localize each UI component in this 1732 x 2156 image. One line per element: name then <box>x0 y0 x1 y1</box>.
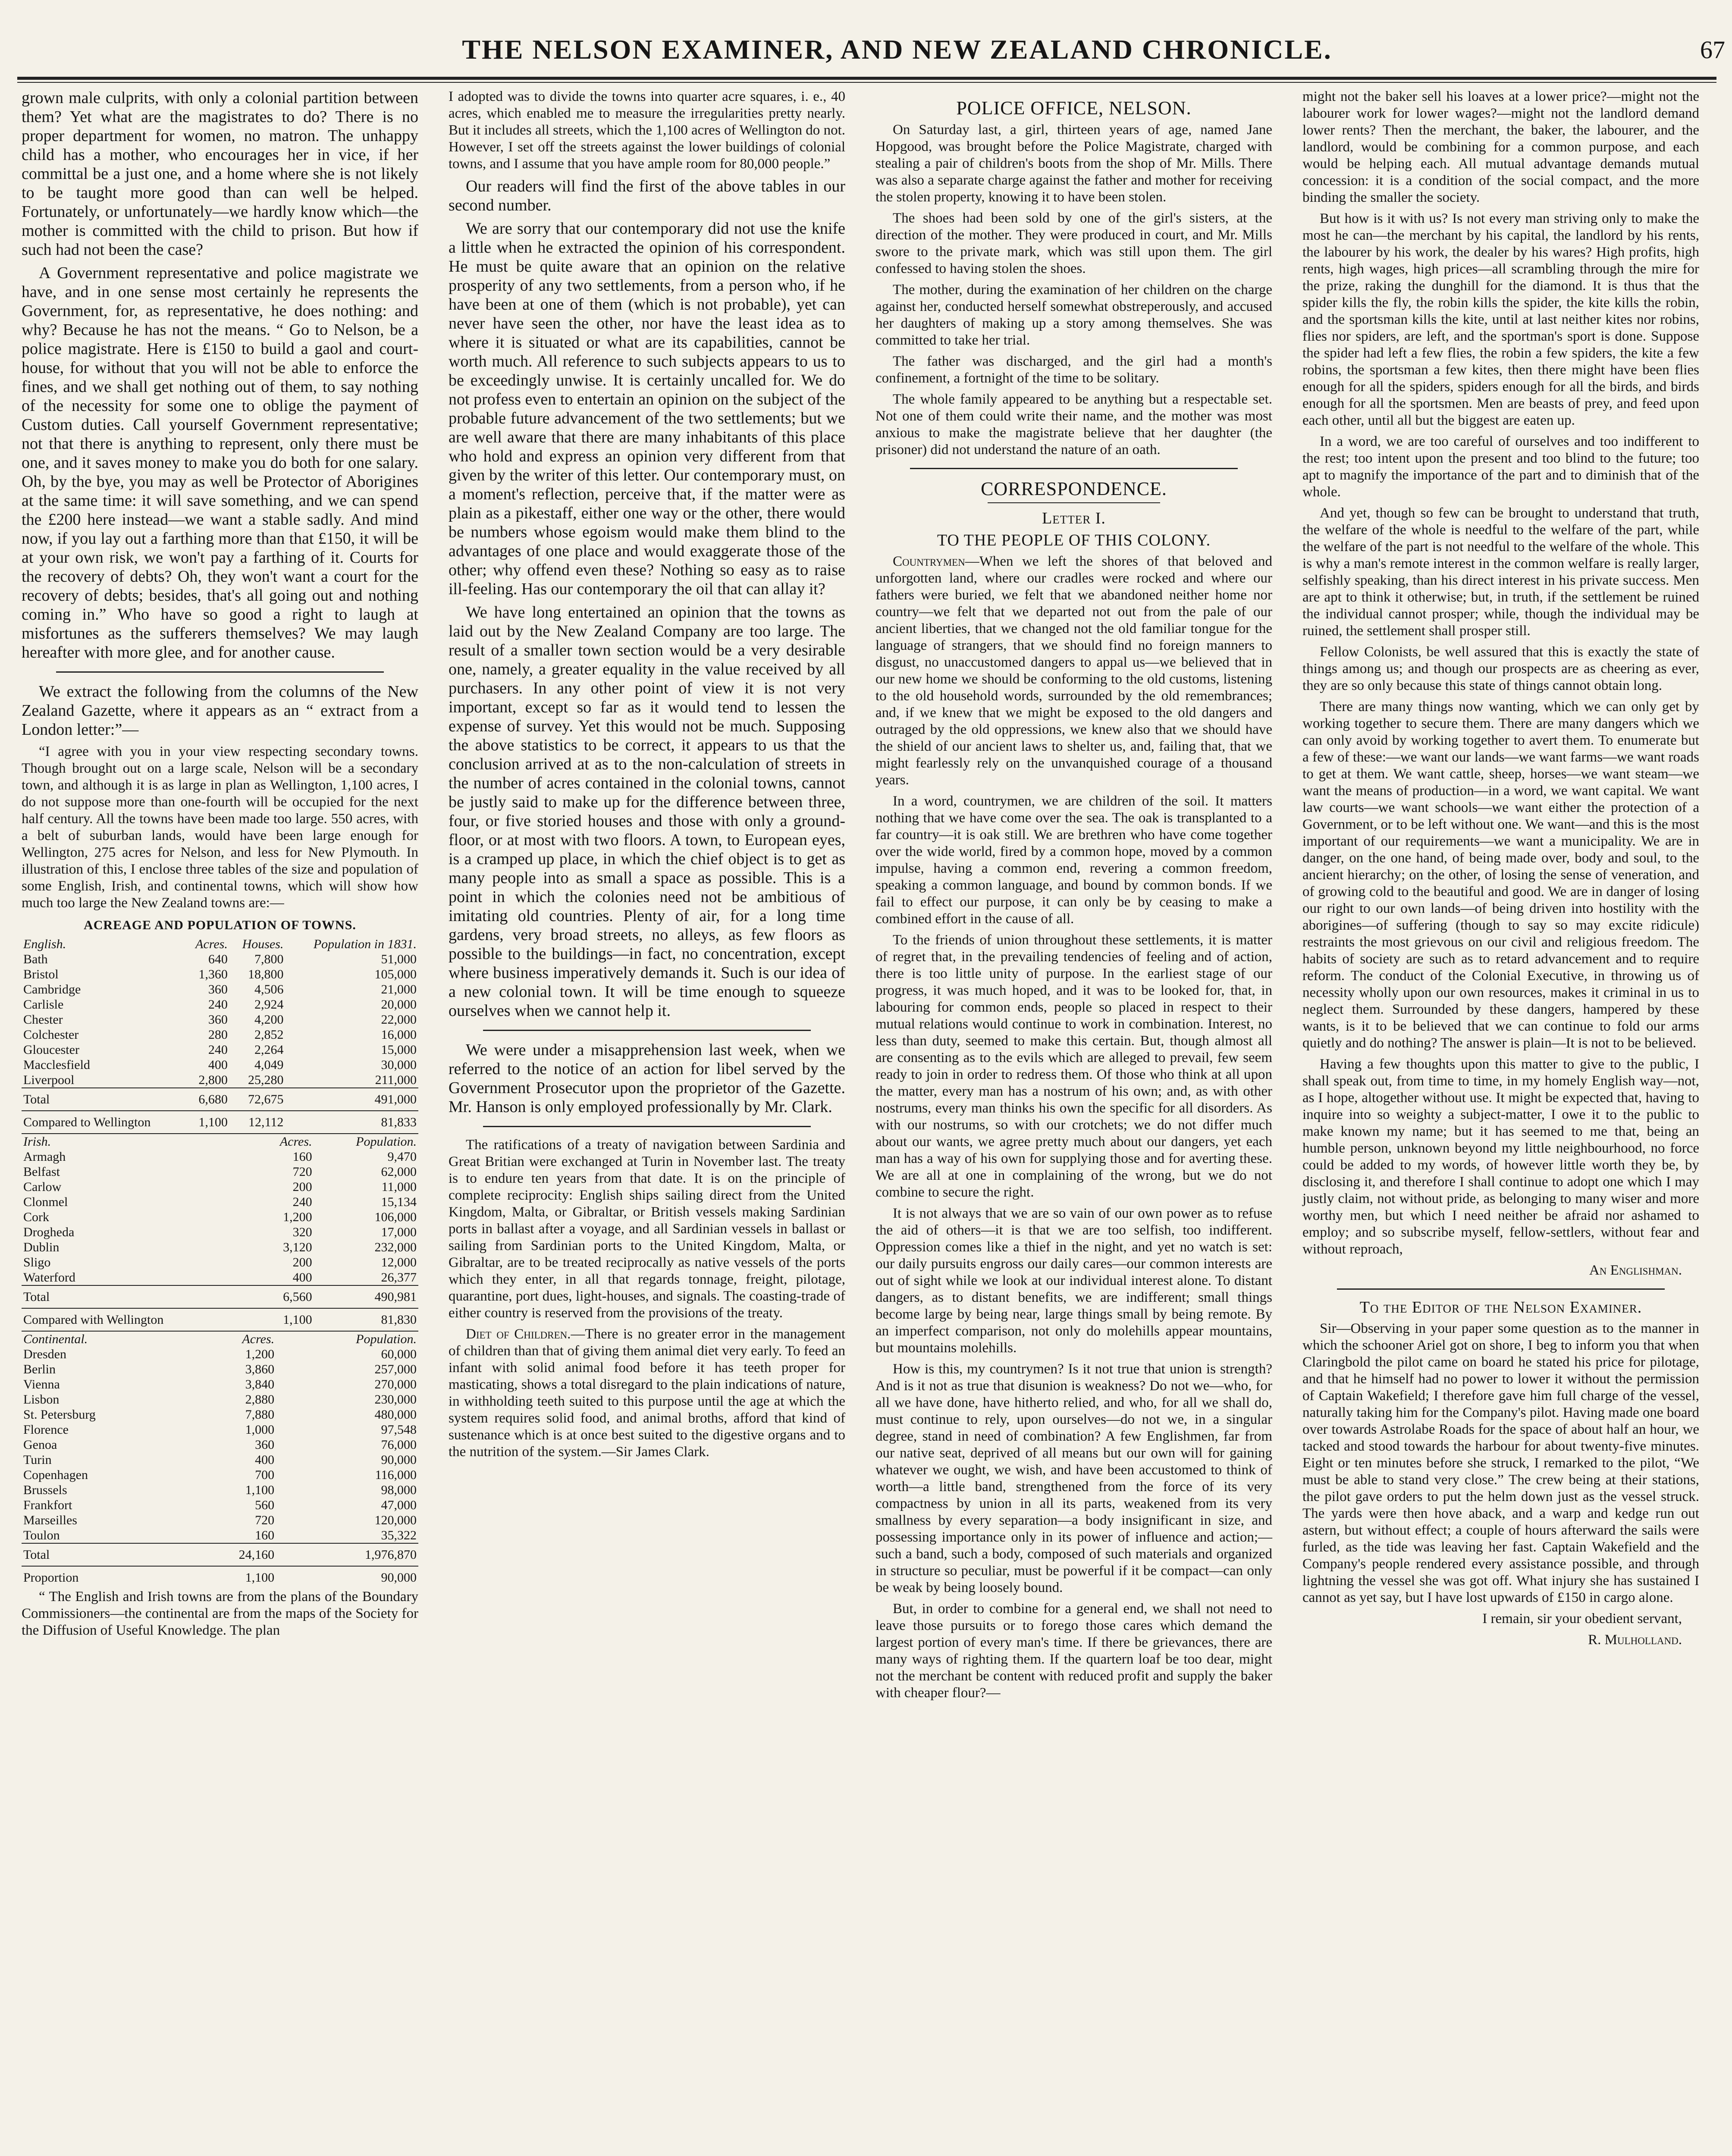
table-cell: Marseilles <box>23 1513 77 1527</box>
section-divider <box>56 671 384 673</box>
table-cell: 22,000 <box>381 1012 417 1027</box>
table-cell: 1,100 <box>283 1313 312 1327</box>
table-cell: 230,000 <box>374 1392 417 1407</box>
table-row <box>22 1179 418 1194</box>
article-paragraph: We have long entertained an opinion that the towns as laid out by the New Zealand Company are too large. The result of a smaller town section would be a very desirable one, namely, a greater equality in the value received by all purchasers. In any other point of view it is not very important, except so far as it would tend to lessen the expense of survey. Yet this would not be much. Supposing the above statistics to be correct, it appears to us that the conclusion arrived at as to the non-calculation of streets in the number of acres contained in the colonial towns, cannot be justly said to make up for the difference between three, four, or five storied houses and those with only a ground-floor, or at most with two floors. A town, to European eyes, is a cramped up place, in which the chief object is to get as many people into as small a space as possible. This is a point in which the colonies need not be ambitious of imitating old countries. Plenty of air, for a long time gardens, very broad streets, no alleys, as few floors as possible to the buildings—in fact, no concentration, except where business imperatively demands it. Such is our idea of a new colonial town. It will be time enough to squeeze ourselves when we cannot help it. <box>449 603 845 1020</box>
table-cell: 160 <box>255 1528 275 1542</box>
extract-paragraph: “I agree with you in your view respecting secondary towns. Though brought out on a large scale, Nelson will be a secondary town, and although it is as large in plan as Wellington, 1,100 acres, I do not suppose more than one-fourth will be occupied for the next half century. All the towns have been made too large. 550 acres, with a belt of suburban lands, would have been large enough for Wellington, 275 acres for Nelson, and less for New Plymouth. In illustration of this, I enclose three tables of the size and population of some English, Irish, and continental towns, which will show how much too large the New Zealand towns are:— <box>22 744 418 911</box>
table-row <box>22 1467 418 1482</box>
table-cell: 35,322 <box>381 1528 417 1542</box>
article-paragraph: In a word, countrymen, we are children of the soil. It matters nothing that we have come over the sea. The oak is transplanted to a far country—it is oak still. We are brethren who have come together over the wide world, fired by a common hope, moved by a common impulse, having a common end, revering a common freedom, speaking a common language, and bound by common bonds. If we fail to effect our purpose, it can only be by ceasing to make a combined effort in the cause of all. <box>875 793 1272 927</box>
article-paragraph: Fellow Colonists, be well assured that this is exactly the state of things among us; and though our prospects are as cheering as ever, they are so only because this state of things cannot obtain long. <box>1302 644 1699 693</box>
table-cell: 47,000 <box>381 1498 417 1512</box>
letter-heading: To the Editor of the Nelson Examiner. <box>1359 1298 1642 1316</box>
table-cell: Gloucester <box>23 1043 79 1057</box>
table-cell: 1,200 <box>283 1210 312 1224</box>
news-paragraph <box>449 1326 845 1460</box>
table-row <box>22 1042 418 1057</box>
table-compared-row <box>22 1111 418 1133</box>
table-cell: Belfast <box>23 1165 60 1179</box>
article-paragraph: The father was discharged, and the girl had a month's confinement, a fortnight of the time to be solitary. <box>875 354 1272 386</box>
signature: R. Mulholland. <box>1588 1632 1682 1648</box>
table-cell: Sligo <box>23 1255 51 1269</box>
table-cell: Macclesfield <box>23 1058 90 1072</box>
section-heading: CORRESPONDENCE. <box>981 478 1167 499</box>
table-cell: 97,548 <box>381 1423 417 1437</box>
table-cell: 12,112 <box>248 1115 284 1129</box>
table-cell: Clonmel <box>23 1195 68 1209</box>
table-cell: Chester <box>23 1012 63 1027</box>
table-row <box>22 1362 418 1377</box>
table-cell: 4,506 <box>254 982 284 997</box>
table-row <box>22 1377 418 1392</box>
table-cell: Total <box>23 1092 50 1106</box>
table-cell: Armagh <box>23 1150 66 1164</box>
article-paragraph: To the friends of union throughout these settlements, it is matter of regret that, in the prevailing tendencies of feeling and of action, there is too little unity of purpose. In the earliest stage of our progress, it was much hoped, and it was to be looked for, that, in labouring for common ends, people so placed in respect to their mutual relations would continue to work in combination. Interest, no less than duty, seemed to make this certain. But, though almost all are consenting as to the evils which are alleged to prevail, few seem ready to join in order to redress them. Of those who think at all upon the matter, every man has a nostrum of his own; and, as with other nostrums, every man thinks his own the specific for all disorders. As with our nostrums, so with our crotchets; we do not differ much about our wants, we agree pretty much about our dangers, yet each man has a way of his own for supplying those and for averting these. We are all at one in complaining of the wrong, but we do not combine to secure the right. <box>875 932 1272 1200</box>
table-cell: Compared with Wellington <box>23 1313 164 1327</box>
table-cell: Cork <box>23 1210 49 1224</box>
article-paragraph: We extract the following from the columns of the New Zealand Gazette, where it appears as an “ extract from a London letter:”— <box>22 683 418 739</box>
table-row <box>22 1422 418 1437</box>
table-cell: St. Petersburg <box>23 1407 96 1422</box>
table-row <box>22 1164 418 1179</box>
irish-towns-table <box>22 1133 418 1331</box>
table-cell: 105,000 <box>374 967 417 981</box>
table-row <box>22 1513 418 1528</box>
table-cell: Frankfort <box>23 1498 72 1512</box>
table-cell: 106,000 <box>374 1210 417 1224</box>
table-cell: 700 <box>255 1468 275 1482</box>
table-cell: 1,200 <box>245 1347 275 1361</box>
article-paragraph: How is this, my countrymen? Is it not true that union is strength? And is it not as true that disunion is weakness? Do not we—who, for all we have done, have hitherto relied, and who, for all we shall do, must continue to rely, upon ourselves—do not we, in a singular degree, stand in need of combination? A few Englishmen, far from our native seat, deprived of all means but our own will for gaining whatever we ought, we wish, and have been accustomed to think of worth—a little band, strengthened from the force of its very compactness by union in all its parts, weakened from its very smallness by every separation—a body insignificant in size, and possessing importance only in its power of influence and action;—such a band, such a body, composed of such materials and organized in structure so peculiar, must be powerful if it be compact—can only be weak by being loosely bound. <box>875 1361 1272 1595</box>
table-cell: Bath <box>23 952 48 966</box>
table-cell: 72,675 <box>248 1092 284 1106</box>
table-cell: 76,000 <box>381 1438 417 1452</box>
table-cell: 720 <box>255 1513 275 1527</box>
table-cell: 21,000 <box>381 982 417 997</box>
table-row <box>22 1149 418 1164</box>
column-4 <box>1302 88 1699 1648</box>
table-cell: 81,830 <box>381 1313 417 1327</box>
table-row <box>22 1225 418 1240</box>
article-paragraph: We were under a misapprehension last week, when we referred to the notice of an action for libel served by the Government Prosecutor upon the proprietor of the Gazette. Mr. Hanson is only employed professionally by Mr. Clark. <box>449 1041 845 1116</box>
section-divider <box>988 502 1160 503</box>
table-cell: 2,264 <box>254 1043 284 1057</box>
table-cell: 211,000 <box>375 1073 417 1087</box>
table-cell: 1,100 <box>245 1483 275 1497</box>
article-paragraph: might not the baker sell his loaves at a lower price?—might not the labourer work for lower wages?—might not the landlord demand lower rents? Then the merchant, the baker, the labourer, and the landlord, would be combining for a common purpose, and each would be helping each. All mutual advantage demands mutual concession: it is a condition of the social compact, and the more binding the smaller the society. <box>1302 89 1699 205</box>
table-cell: Florence <box>23 1423 69 1437</box>
table-cell: 320 <box>292 1225 312 1239</box>
table-cell: Cambridge <box>23 982 81 997</box>
table-cell: Copenhagen <box>23 1468 88 1482</box>
table-cell: 2,852 <box>254 1028 284 1042</box>
table-cell: Waterford <box>23 1270 75 1285</box>
table-row <box>22 1452 418 1467</box>
paragraph-lead: Diet of Children. <box>466 1326 571 1342</box>
table-cell: 1,000 <box>245 1423 275 1437</box>
table-cell: 360 <box>208 1012 228 1027</box>
table-cell: Vienna <box>23 1377 60 1391</box>
table-cell: Drogheda <box>23 1225 75 1239</box>
table-cell: 200 <box>292 1180 312 1194</box>
table-cell: 15,000 <box>381 1043 417 1057</box>
table-cell: Genoa <box>23 1438 57 1452</box>
table-header: Population. <box>356 1332 417 1346</box>
column-2 <box>449 88 845 1465</box>
table-cell: 90,000 <box>381 1570 417 1585</box>
table-cell: 160 <box>292 1150 312 1164</box>
table-cell: 6,680 <box>198 1092 228 1106</box>
table-cell: 257,000 <box>374 1362 417 1376</box>
table-cell: 30,000 <box>381 1058 417 1072</box>
table-row <box>22 997 418 1012</box>
table-cell: 15,134 <box>381 1195 417 1209</box>
article-paragraph: Sir—Observing in your paper some question as to the manner in which the schooner Ariel got on shore, I beg to inform you that when Claringbold the pilot came on board he stated his price for pilotage, and that he himself had no power to lower it without the permission of Captain Wakefield; I therefore gave him full charge of the vessel, naturally taking him for the Company's pilot. Having made one board over towards Astrolabe Roads for the space of about half an hour, we tacked and stood towards the harbour for about twenty-five minutes. Eight or ten minutes before she struck, I remarked to the pilot, “We must be able to stand very close.” The crew being at their stations, the pilot gave orders to put the helm down just as the vessel struck. The yards were then hove aback, and a warp and kedge run out astern, but without effect; a couple of hours afterward the sails were furled, as the tide was leaving her fast. Captain Wakefield and the Company's people rendered every assistance possible, and through lightning the vessel she was got off. What injury she has sustained I cannot as yet say, but I have lost upwards of £150 in cargo alone. <box>1302 1321 1699 1605</box>
table-cell: 7,800 <box>254 952 284 966</box>
article-paragraph: There are many things now wanting, which we can only get by working together to secure them. There are many dangers which we can only avoid by working together to avert them. To enumerate but a few of these:—we want our lands—we want farms—we want roads to get at them. We want cattle, sheep, horses—we want steam—we want the means of production—in a word, we want capital. We want law courts—we want schools—we want either the protection of a Government, or to be left without one. We want—and this is the most important of our requirements—we want a municipality. We are in danger, on the one hand, of being made over, body and soul, to the ancient hierarchy; on the other, of losing the sense of veneration, and of growing cold to the beautiful and good. We are in danger of losing our right to our own lands—of being driven into hostility with the aborigines—of suffering (though to say so may excite ridicule) restraints the most grievous on our civil and religious freedom. The habits of society are such as to retard advancement and to require reform. The conduct of the Colonial Executive, in throwing us of necessity wholly upon our own resources, makes it criminal in us to neglect them. Surrounded by these dangers, hampered by these wants, is it to be believed that we can continue to fold our arms quietly and do nothing? The answer is plain—It is not to be believed. <box>1302 699 1699 1051</box>
table-cell: 25,280 <box>248 1073 284 1087</box>
article-paragraph: The shoes had been sold by one of the girl's sisters, at the direction of the mother. They were produced in court, and Mr. Mills swore to the private mark, which was still upon them. The girl confessed to having stolen the shoes. <box>875 210 1272 276</box>
table-row <box>22 1027 418 1042</box>
table-header: English. <box>23 937 66 951</box>
table-cell: 9,470 <box>387 1150 417 1164</box>
table-cell: Dresden <box>23 1347 66 1361</box>
continental-towns-table <box>22 1331 418 1589</box>
table-cell: 51,000 <box>381 952 417 966</box>
table-cell: Turin <box>23 1453 52 1467</box>
table-cell: 400 <box>292 1270 312 1285</box>
column-1 <box>22 88 418 1643</box>
table-row <box>22 1240 418 1255</box>
table-header: Houses. <box>242 937 284 951</box>
table-cell: 280 <box>208 1028 228 1042</box>
news-paragraph: The ratifications of a treaty of navigation between Sardinia and Great Britian were exchanged at Turin in November last. The treaty is to endure ten years from that date. It is on the principle of complete reciprocity: English ships sailing direct from the United Kingdom, Malta, or Gibraltar, or British vessels making Sardinian ports in ballast after a voyage, and all Sardinian vessels in ballast or sailing from Sardinian ports to the United Kingdom, Malta, or Gibraltar, are to be treated reciprocally as native vessels of the ports which they enter, in all that regards tonnage, freight, pilotage, quarantine, port dues, light-houses, and signals. The coasting-trade of either country is reserved from the provisions of the treaty. <box>449 1137 845 1321</box>
article-paragraph: Having a few thoughts upon this matter to give to the public, I shall speak out, from time to time, in my homely English way—not, as I hope, altogether without use. It might be expected that, having to inquire into so weighty a subject-matter, I owe it to the public to make known my name; but it has seemed to me that, being an humble person, unknown beyond my little neighbourhood, no force could be added to my words, of however little worth they be, by disclosing it, and therefore I shall continue to adopt one which I may justly claim, not without pride, as belonging to many wiser and more worthy men, but which I need neither be afraid nor ashamed to employ; and so subscribe myself, fellow-settlers, without fear and without reproach, <box>1302 1056 1699 1257</box>
table-cell: 62,000 <box>381 1165 417 1179</box>
paragraph-text: —There is no greater error in the management of children than that of giving them animal diet very early. To feed an infant with solid animal food before it has teeth proper for masticating, shows a total disregard to the plain indications of nature, in withholding teeth suited to this purpose until the age at which the system requires solid food, and animal broths, afford that kind of sustenance which is at once best suited to the digestive organs and to the nutrition of the system.—Sir James Clark. <box>449 1326 845 1460</box>
table-cell: 360 <box>255 1438 275 1452</box>
table-cell: Liverpool <box>23 1073 75 1087</box>
table-cell: 7,880 <box>245 1407 275 1422</box>
table-cell: 491,000 <box>374 1092 417 1106</box>
letter-number: Letter I. <box>1042 509 1106 527</box>
table-compared-row <box>22 1308 418 1331</box>
letter-heading: TO THE PEOPLE OF THIS COLONY. <box>937 531 1211 549</box>
table-row <box>22 1437 418 1452</box>
table-cell: 720 <box>292 1165 312 1179</box>
signature: An Englishman. <box>1589 1263 1682 1278</box>
paragraph-text: —When we left the shores of that beloved and unforgotten land, where our cradles were rocked and where our fathers were buried, we felt that we abandoned neither home nor country—we felt that we departed not out from the pale of our ancient liberties, that we changed not the old familiar tongue for the language of strangers, that we should find no foreign manners to disgust, no unaccustomed dangers to appal us—we believed that in our new home we should be conforming to the old customs, listening to the old household words, surrounded by the old remembrances; and, if we knew that we might be exposed to the old dangers and outraged by the old oppressions, we knew also that we should have the shield of our ancient laws to shelter us, and, failing that, that we might fearlessly rely on the unvanquished courage of a thousand years. <box>875 554 1272 788</box>
table-cell: 4,200 <box>254 1012 284 1027</box>
section-divider <box>910 468 1238 469</box>
table-cell: Toulon <box>23 1528 60 1542</box>
table-cell: 3,860 <box>245 1362 275 1376</box>
table-header: Acres. <box>279 1134 312 1149</box>
table-cell: 360 <box>208 982 228 997</box>
table-cell: 2,800 <box>198 1073 228 1087</box>
table-cell: 2,924 <box>254 997 284 1012</box>
article-paragraph: But how is it with us? Is not every man striving only to make the most he can—the merchant by his capital, the landlord by his rents, the labourer by his work, the dealer by his wares? High profits, high rents, high wages, high prices—all scrambling through the mire for the prize, raking the dunghill for the diamond. It is thus that the spider kills the fly, the robin kills the spider, the kite kills the robin, and the sportsman kills the kite, until at last neither kites nor robins, flies nor spiders, are left, and the sportman's sport is done. Suppose the spider had left a few flies, the robin a few spiders, the kite a few robins, the sportsman a few kites, then there might have been flies enough for all the spiders, spiders enough for all the birds, and birds enough for all the sportsmen. Men are beasts of prey, and feed upon each other, until all but the biggest are eaten up. <box>1302 211 1699 428</box>
page-number: 67 <box>1700 36 1725 64</box>
table-header: Acres. <box>195 937 228 951</box>
article-paragraph <box>875 553 1272 789</box>
table-cell: 400 <box>208 1058 228 1072</box>
table-cell: 24,160 <box>238 1548 275 1562</box>
section-divider <box>483 1030 811 1031</box>
table-cell: 240 <box>292 1195 312 1209</box>
table-cell: 98,000 <box>381 1483 417 1497</box>
table-total-row <box>22 1543 418 1566</box>
table-cell: 11,000 <box>381 1180 417 1194</box>
section-divider <box>483 1126 811 1127</box>
table-cell: 1,976,870 <box>365 1548 417 1562</box>
table-cell: 6,560 <box>283 1290 312 1304</box>
table-cell: 17,000 <box>381 1225 417 1239</box>
table-cell: Brussels <box>23 1483 67 1497</box>
table-proportion-row <box>22 1566 418 1589</box>
table-row <box>22 1255 418 1270</box>
article-paragraph: Our readers will find the first of the above tables in our second number. <box>449 177 845 214</box>
english-towns-table <box>22 937 418 1133</box>
table-cell: 400 <box>255 1453 275 1467</box>
table-cell: 1,100 <box>198 1115 228 1129</box>
article-paragraph: It is not always that we are so vain of our own power as to refuse the aid of others—it is that we are too selfish, too indifferent. Oppression comes like a thief in the night, and yet no watch is set: our daily pursuits engross our daily cares—our common interests are out of sight while we look at our individual interest alone. To distant dangers, as to distant benefits, we are indifferent; small things become large by being near, large things small by being remote. By an imperfect comparison, not only do molehills appear mountains, but mountains molehills. <box>875 1206 1272 1356</box>
table-header: Population. <box>356 1134 417 1149</box>
table-row <box>22 1392 418 1407</box>
table-row <box>22 1210 418 1225</box>
table-cell: 480,000 <box>374 1407 417 1422</box>
table-cell: 490,981 <box>374 1290 417 1304</box>
table-cell: 81,833 <box>381 1115 417 1129</box>
article-paragraph: The whole family appeared to be anything but a respectable set. Not one of them could write their name, and the mother was most anxious to make the magistrate believe that her daughter (the prisoner) did not understand the nature of an oath. <box>875 392 1272 458</box>
article-paragraph: And yet, though so few can be brought to understand that truth, the welfare of the whole is needful to the welfare of the part, while the welfare of the part is not needful to the welfare of the whole. This is why a man's remote interest in the common welfare is really larger, selfishly speaking, than his direct interest in his private success. Men are apt to think it otherwise; but, in truth, if the settlement be ruined the individual cannot prosper; while, though the individual may be ruined, the settlement shall prosper still. <box>1302 505 1699 639</box>
table-total-row <box>22 1285 418 1308</box>
table-cell: Carlisle <box>23 997 64 1012</box>
section-divider <box>1337 1288 1665 1290</box>
table-header: Population in 1831. <box>313 937 417 951</box>
table-cell: 60,000 <box>381 1347 417 1361</box>
closing-line: I remain, sir your obedient servant, <box>1482 1611 1682 1626</box>
table-header: Acres. <box>242 1332 275 1346</box>
table-row <box>22 1347 418 1362</box>
table-cell: 18,800 <box>248 967 284 981</box>
table-cell: Colchester <box>23 1028 79 1042</box>
table-header: Continental. <box>23 1332 88 1346</box>
table-cell: Dublin <box>23 1240 60 1254</box>
table-row <box>22 1012 418 1027</box>
table-row <box>22 1407 418 1422</box>
table-cell: 116,000 <box>375 1468 417 1482</box>
table-cell: 200 <box>292 1255 312 1269</box>
article-paragraph: But, in order to combine for a general end, we shall not need to leave those pursuits or to forego those cares which demand the largest portion of every man's time. If there be grievances, there are many ways of righting them. If the quartern loaf be too dear, might not the merchant be content with reduced profit and supply the baker with cheaper flour?— <box>875 1601 1272 1701</box>
table-cell: 232,000 <box>374 1240 417 1254</box>
table-row <box>22 1072 418 1088</box>
table-cell: 240 <box>208 997 228 1012</box>
table-cell: 3,120 <box>283 1240 312 1254</box>
table-title: ACREAGE AND POPULATION OF TOWNS. <box>84 918 356 932</box>
table-cell: 270,000 <box>374 1377 417 1391</box>
table-cell: 240 <box>208 1043 228 1057</box>
table-cell: 120,000 <box>374 1513 417 1527</box>
table-row <box>22 1057 418 1072</box>
table-cell: Bristol <box>23 967 59 981</box>
table-cell: 16,000 <box>381 1028 417 1042</box>
table-row <box>22 982 418 997</box>
extract-paragraph: I adopted was to divide the towns into quarter acre squares, i. e., 40 acres, which enabled me to measure the irregularities pretty nearly. But it includes all streets, which the 1,100 acres of Wellington do not. However, I set off the streets against the lower buildings of colonial towns, and I assume that you have ample room for 80,000 people.” <box>449 89 845 172</box>
table-cell: 640 <box>208 952 228 966</box>
table-row <box>22 1498 418 1513</box>
table-header: Irish. <box>23 1134 51 1149</box>
article-paragraph: A Government representative and police magistrate we have, and in one sense most certainly he represents the Government, for, as representative, he does nothing: and why? Because he has not the means. “ Go to Nelson, be a police magistrate. Here is £150 to build a gaol and court-house, for without that you will not be able to enforce the fines, and we shall get nothing out of them, to say nothing of the necessity for some one to oblige the payment of Custom duties. Call yourself Government representative; not that there is anything to represent, only there must be one, and it saves money to make you do both for one salary. Oh, by the bye, you may as well be Protector of Aborigines at the same time: it will save something, and we can spend the £200 here instead—we want a stable sadly. And mind now, if you lay out a farthing more than that £150, it will be at your own risk, we won't pay a farthing of it. Courts for the recovery of debts? Oh, they won't want a court for the recovery of debts; besides, that's all going out and nothing coming in.” Who have so good a right to laugh at misfortunes as the sufferers themselves? We may laugh hereafter with more glee, and for another cause. <box>22 264 418 661</box>
column-3 <box>875 88 1272 1706</box>
table-row <box>22 1482 418 1498</box>
table-total-row <box>22 1088 418 1111</box>
article-paragraph: The mother, during the examination of her children on the charge against her, conducted herself somewhat obstreperously, and accused her daughters of making up a story among themselves. She was committed to take her trial. <box>875 282 1272 348</box>
table-cell: Total <box>23 1290 50 1304</box>
table-cell: Proportion <box>23 1570 79 1585</box>
table-row <box>22 952 418 967</box>
table-cell: 12,000 <box>381 1255 417 1269</box>
table-row <box>22 967 418 982</box>
article-paragraph: On Saturday last, a girl, thirteen years of age, named Jane Hopgood, was brought before the Police Magistrate, charged with stealing a pair of children's boots from the shop of Mr. Mills. There was also a separate charge against the father and mother for receiving the stolen property, knowing it to have been stolen. <box>875 122 1272 205</box>
table-row <box>22 1270 418 1285</box>
table-cell: Total <box>23 1548 50 1562</box>
table-cell: 90,000 <box>381 1453 417 1467</box>
paragraph-lead: Countrymen <box>893 554 965 569</box>
table-cell: 3,840 <box>245 1377 275 1391</box>
article-paragraph: We are sorry that our contemporary did not use the knife a little when he extracted the opinion of his correspondent. He must be quite aware that an opinion on the relative prosperity of any two settlements, from a person who, if he have been at one of them (which is not probable), yet can never have seen the other, nor have the least idea as to where it is situated or what are its capabilities, cannot be worth much. All reference to such subjects appears to us to be exceedingly unwise. It is certainly uncalled for. We do not profess even to entertain an opinion on the subject of the probable future advancement of the two settlements; but we are well aware that there are many inhabitants of this place who hold and express an opinion very different from that given by the writer of this letter. Our contemporary must, on a moment's reflection, perceive that, if the matter were as plain as a pikestaff, either one way or the other, there would be numbers whose egoism would make them blind to the advantages of one place and would exaggerate those of the other; why offend even these? Nothing so easy as to raise ill-feeling. Has our contemporary the oil that can allay it? <box>449 219 845 598</box>
table-cell: Compared to Wellington <box>23 1115 151 1129</box>
table-cell: 1,100 <box>245 1570 275 1585</box>
extract-paragraph: “ The English and Irish towns are from the plans of the Boundary Commissioners—the continental are from the maps of the Society for the Diffusion of Useful Knowledge. The plan <box>22 1589 418 1638</box>
table-cell: 26,377 <box>381 1270 417 1285</box>
table-cell: Berlin <box>23 1362 56 1376</box>
table-row <box>22 1528 418 1543</box>
table-cell: 560 <box>255 1498 275 1512</box>
masthead <box>60 30 1732 73</box>
article-paragraph: In a word, we are too careful of ourselves and too indifferent to the rest; too intent upon the present and too blind to the future; too apt to magnify the importance of the part and to diminish that of the whole. <box>1302 434 1699 500</box>
table-cell: Carlow <box>23 1180 62 1194</box>
table-row <box>22 1194 418 1210</box>
table-cell: 1,360 <box>198 967 228 981</box>
page-title: THE NELSON EXAMINER, AND NEW ZEALAND CHRONICLE. <box>462 34 1332 65</box>
masthead-rule <box>17 77 1716 83</box>
table-cell: 20,000 <box>381 997 417 1012</box>
table-cell: Lisbon <box>23 1392 60 1407</box>
table-cell: 2,880 <box>245 1392 275 1407</box>
section-heading: POLICE OFFICE, NELSON. <box>956 97 1192 119</box>
table-cell: 4,049 <box>254 1058 284 1072</box>
article-paragraph: grown male culprits, with only a colonial partition between them? Yet what are the magistrates to do? There is no proper department for women, no matron. The unhappy child has a mother, who encourages her in vice, if her committal be a just one, and a home where she is not likely to be taught more good than can well be helped. Fortunately, or unfortunately—we hardly know which—the mother is committed with the child to prison. But how if such had not been the case? <box>22 89 418 259</box>
